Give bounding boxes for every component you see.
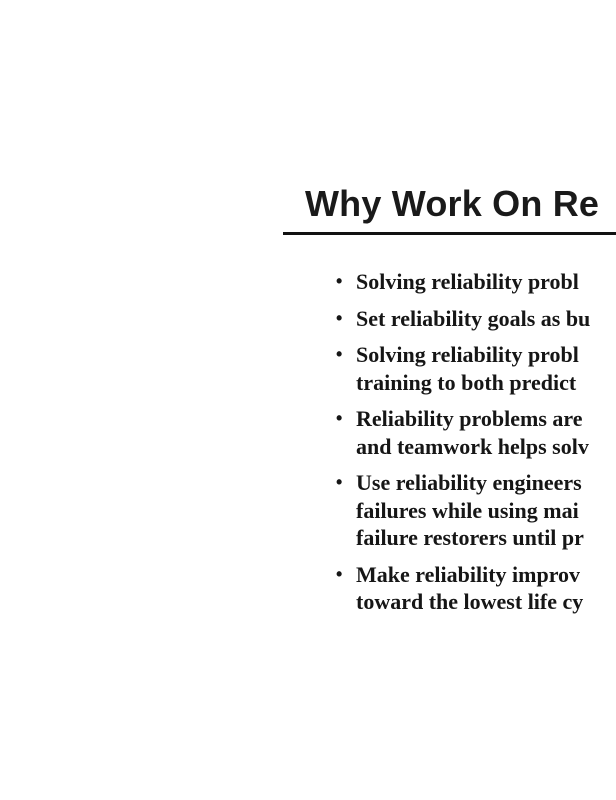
bullet-item bbox=[336, 405, 616, 460]
bullet-dot-icon: • bbox=[336, 344, 343, 364]
bullet-dot-icon: • bbox=[336, 408, 343, 428]
bullet-dot-icon: • bbox=[336, 271, 343, 291]
bullet-dot-icon: • bbox=[336, 307, 343, 328]
bullet-text-line: Use reliability engineers bbox=[356, 470, 582, 495]
bullet-list bbox=[336, 268, 616, 625]
bullet-text-line: toward the lowest life cy bbox=[356, 589, 584, 614]
bullet-text-line: failure restorers until pr bbox=[356, 525, 584, 550]
bullet-text-line: and teamwork helps solv bbox=[356, 433, 589, 459]
bullet-item bbox=[336, 469, 616, 552]
bullet-text-line: Make reliability improv bbox=[356, 561, 581, 587]
bullet-dot-icon: • bbox=[336, 472, 343, 492]
bullet-text-line: Solving reliability probl bbox=[356, 342, 579, 367]
bullet-item bbox=[336, 561, 616, 616]
bullet-dot-icon: • bbox=[336, 563, 343, 584]
bullet-item bbox=[336, 305, 616, 333]
title-underline bbox=[283, 232, 616, 235]
bullet-item bbox=[336, 341, 616, 396]
bullet-text-line: training to both predict bbox=[356, 369, 577, 395]
bullet-text-line: Reliability problems are bbox=[356, 406, 583, 431]
bullet-text-line: Solving reliability probl bbox=[356, 269, 579, 294]
bullet-text-line: Set reliability goals as bu bbox=[356, 305, 591, 331]
bullet-item bbox=[336, 268, 616, 296]
bullet-text-line: failures while using mai bbox=[356, 497, 579, 523]
slide-title: Why Work On Re bbox=[305, 183, 600, 224]
